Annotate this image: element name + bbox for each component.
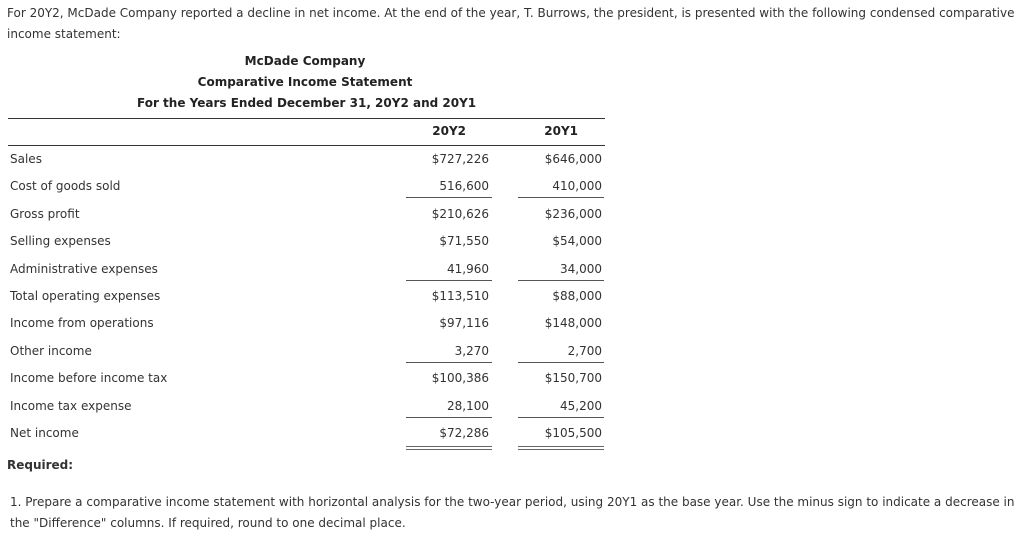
row-value-20y1: $105,500 [544, 426, 602, 440]
row-label: Income tax expense [10, 399, 132, 413]
row-label: Income from operations [10, 316, 154, 330]
net-income-double-rule-20y1 [518, 446, 604, 450]
row-value-20y1: $150,700 [544, 371, 602, 385]
statement-title: Comparative Income Statement [197, 75, 413, 89]
intro-text: For 20Y2, McDade Company reported a decline in net income. At the end of the year, T. Burrows, the president, is presented with the following condensed comparative income statement: [7, 6, 1015, 41]
row-value-20y1: $148,000 [544, 316, 602, 330]
header-rule [8, 118, 605, 119]
row-label: Net income [10, 426, 79, 440]
row-label: Total operating expenses [10, 289, 161, 303]
row-value-20y2: $100,386 [431, 371, 489, 385]
row-value-20y1: 45,200 [560, 399, 602, 413]
row-value-20y2: 41,960 [447, 262, 489, 276]
row-label: Income before income tax [10, 371, 168, 385]
subtotal-rule-20y1 [518, 362, 604, 363]
row-label: Sales [10, 152, 42, 166]
row-label: Other income [10, 344, 92, 358]
column-header-rule [8, 145, 605, 146]
column-header-20y2: 20Y2 [432, 124, 466, 138]
row-value-20y2: $113,510 [431, 289, 489, 303]
row-value-20y2: $210,626 [431, 207, 489, 221]
row-value-20y2: 28,100 [447, 399, 489, 413]
statement-period: For the Years Ended December 31, 20Y2 and 20Y1 [137, 96, 477, 110]
row-value-20y2: 3,270 [454, 344, 489, 358]
subtotal-rule-20y1 [518, 417, 604, 418]
subtotal-rule-20y2 [406, 362, 492, 363]
row-value-20y2: $727,226 [431, 152, 489, 166]
column-header-20y1: 20Y1 [544, 124, 578, 138]
row-value-20y1: $54,000 [552, 234, 602, 248]
subtotal-rule-20y2 [406, 417, 492, 418]
required-heading: Required: [7, 458, 74, 472]
row-value-20y1: $236,000 [544, 207, 602, 221]
subtotal-rule-20y1 [518, 280, 604, 281]
row-label: Gross profit [10, 207, 80, 221]
row-label: Cost of goods sold [10, 179, 121, 193]
subtotal-rule-20y2 [406, 197, 492, 198]
subtotal-rule-20y1 [518, 197, 604, 198]
row-value-20y1: $88,000 [552, 289, 602, 303]
row-value-20y1: 2,700 [567, 344, 602, 358]
row-value-20y2: $71,550 [439, 234, 489, 248]
company-name: McDade Company [244, 54, 366, 68]
question-1-text: 1. Prepare a comparative income statement with horizontal analysis for the two-year period, using 20Y1 as the base year. Use the minus sign to indicate a decrease in the "Difference" columns. If required, round to one decimal place. [10, 495, 1015, 530]
net-income-double-rule-20y2 [406, 446, 492, 450]
row-value-20y2: 516,600 [439, 179, 489, 193]
row-value-20y2: $72,286 [439, 426, 489, 440]
subtotal-rule-20y2 [406, 280, 492, 281]
row-value-20y1: $646,000 [544, 152, 602, 166]
row-value-20y2: $97,116 [439, 316, 489, 330]
row-value-20y1: 34,000 [560, 262, 602, 276]
row-value-20y1: 410,000 [552, 179, 602, 193]
row-label: Administrative expenses [10, 262, 158, 276]
row-label: Selling expenses [10, 234, 111, 248]
